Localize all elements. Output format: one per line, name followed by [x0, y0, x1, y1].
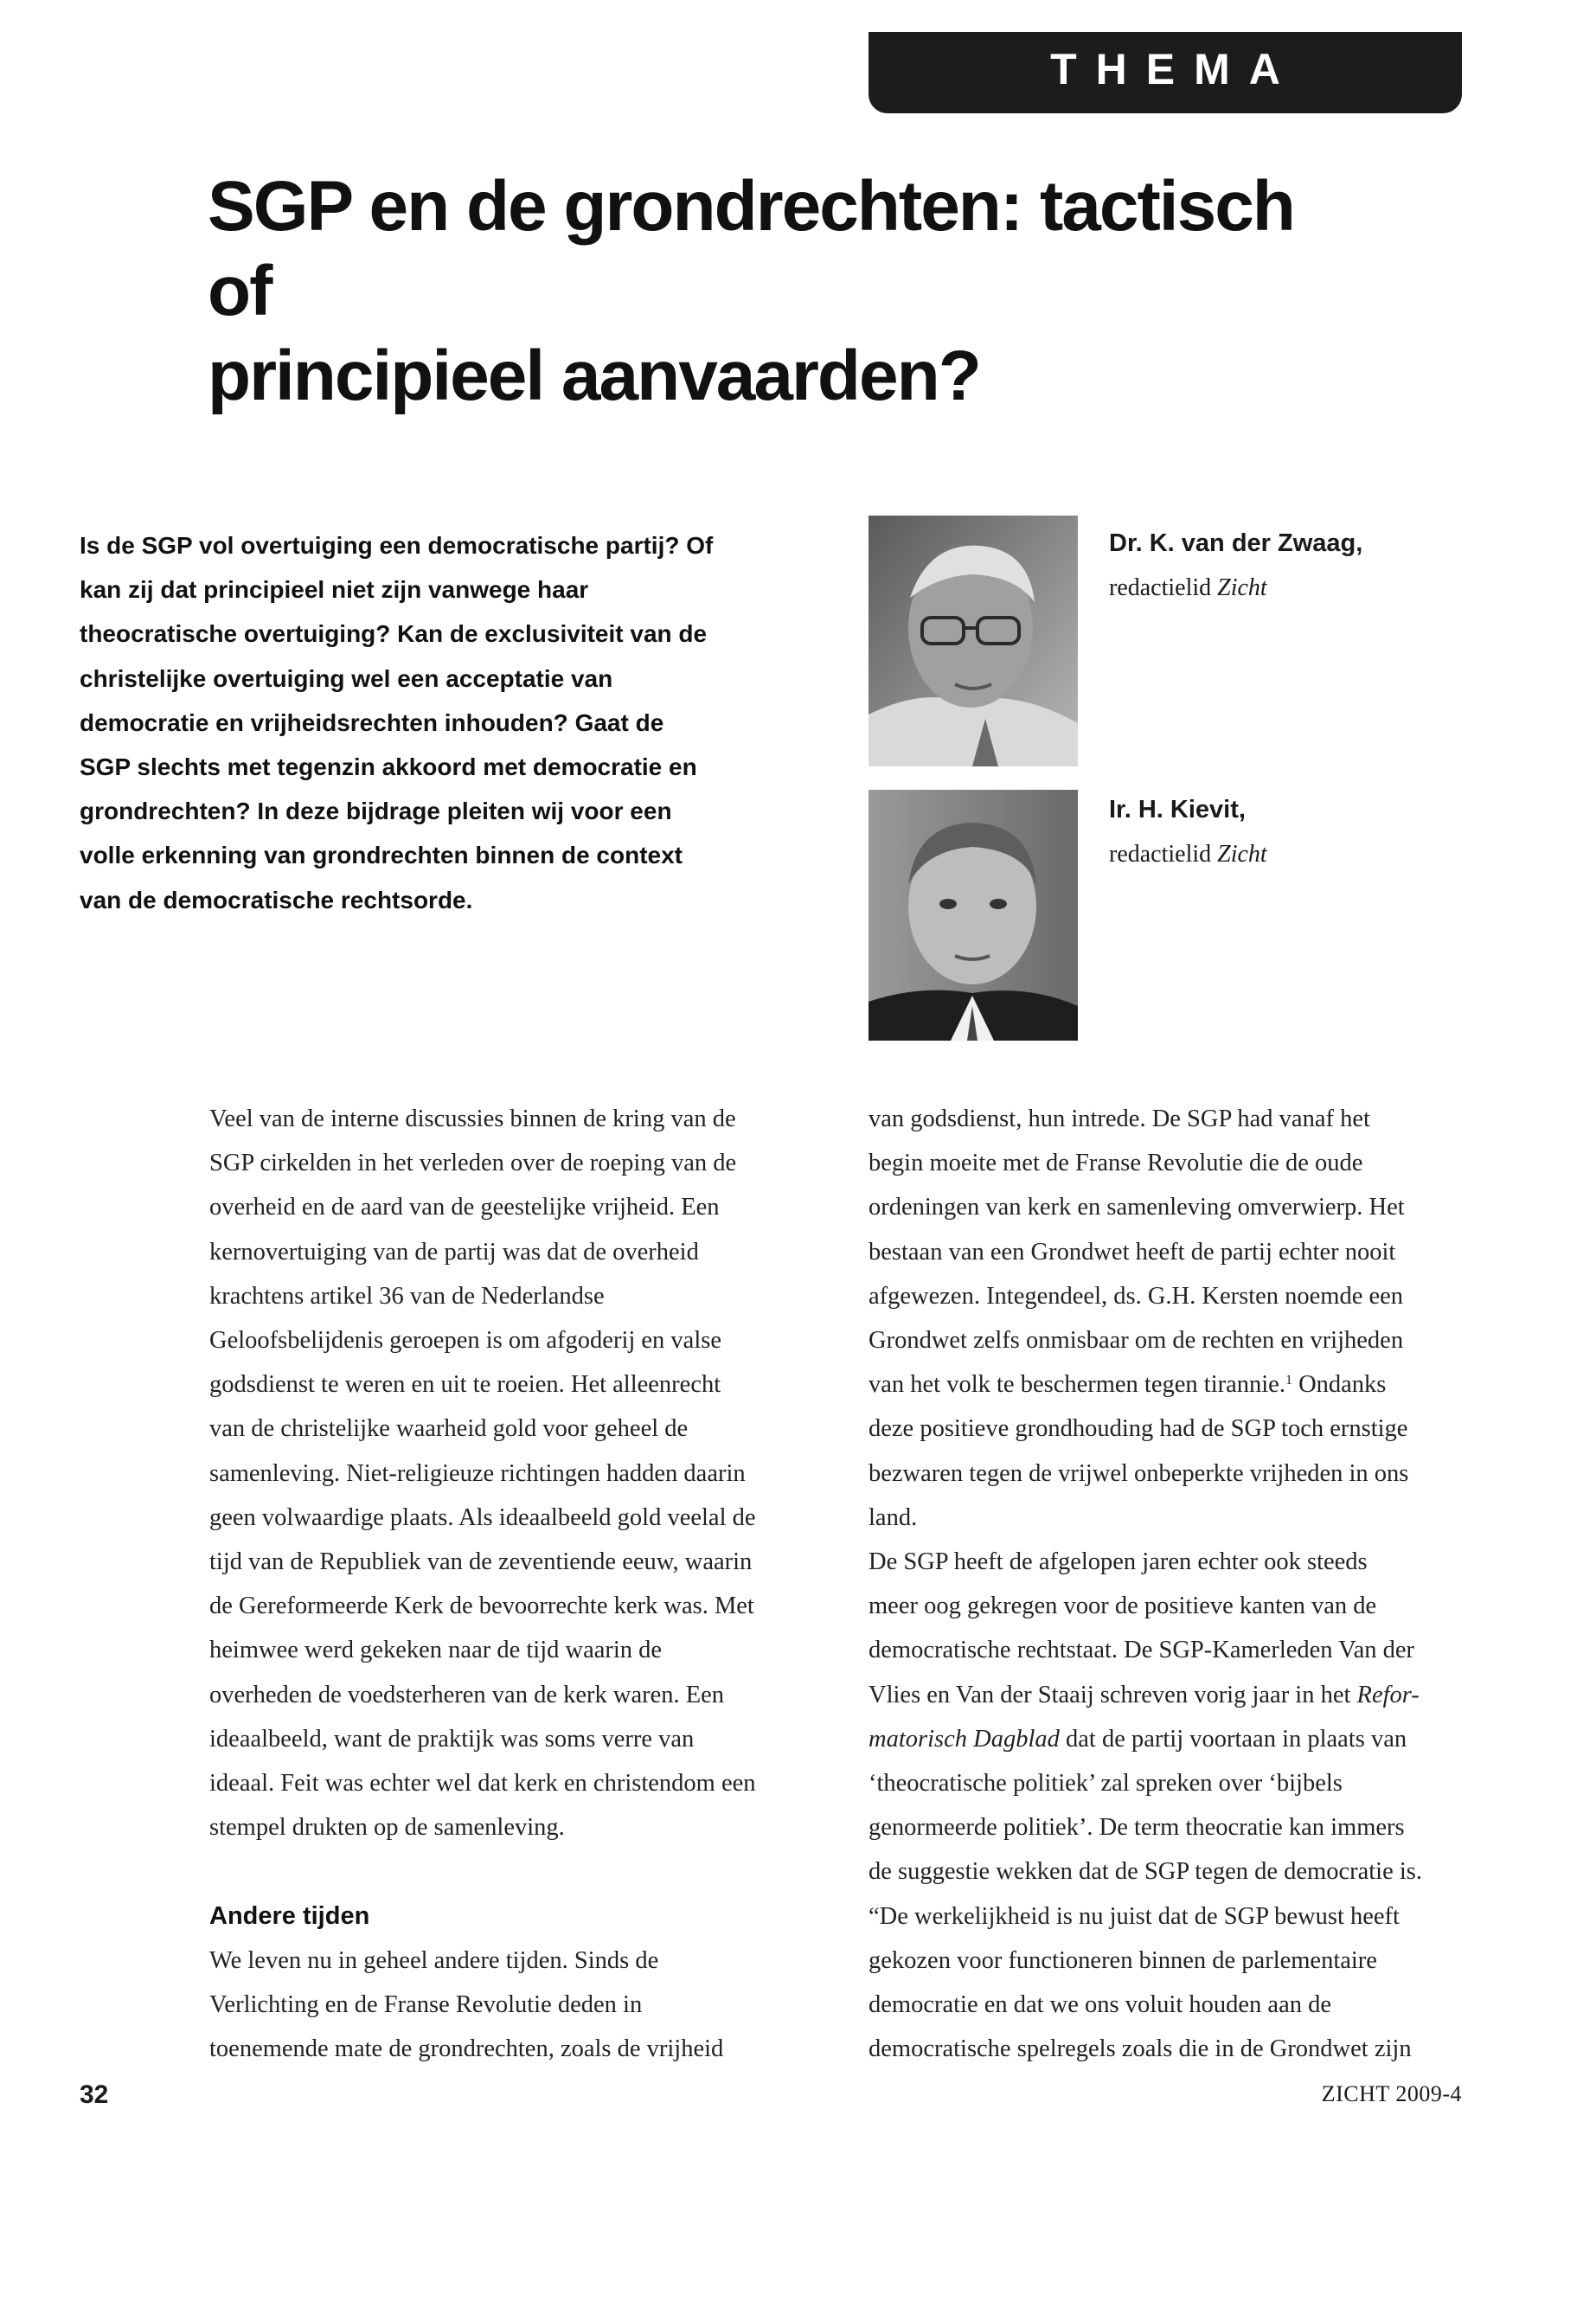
- author-name: Dr. K. van der Zwaag,: [1109, 529, 1363, 557]
- body-paragraph: Veel van de interne discussies binnen de kring van de SGP cirkelden in het verleden over de roeping van de overheid en de aard van de geestelijke vrijheid. Een kernovertuiging van de partij was dat de overheid krachtens artikel 36 van de Nederlandse Geloofsbelijdenis geroepen is om afgoderij en valse godsdienst te weren en uit te roeien. Het alleenrecht van de christelijke waarheid gold voor geheel de samenleving. Niet-religieuze richtingen hadden daarin geen volwaardige plaats. Als ideaalbeeld gold veelal de tijd van de Republiek van de zeventiende eeuw, waarin de Gereformeerde Kerk de bevoorrechte kerk was. Met heimwee werd gekeken naar de tijd waarin de overheden de voedsterheren van de kerk waren. Een ideaalbeeld, want de praktijk was soms verre van ideaal. Feit was echter wel dat kerk en christendom een stempel drukten op de samenleving.: [209, 1106, 756, 1842]
- article-title: [208, 164, 1332, 419]
- intro-line: democratie en vrijheidsrechten inhouden? Gaat de: [80, 708, 664, 736]
- author-photo-kievit: [869, 790, 1078, 1041]
- portrait-image: [869, 516, 1078, 766]
- portrait-image: [869, 790, 1078, 1041]
- newspaper-name: matorisch Dagblad: [869, 1725, 1060, 1753]
- footnote-marker: 1: [1285, 1373, 1292, 1388]
- intro-line: grondrechten? In deze bijdrage pleiten wij voor een: [80, 798, 672, 825]
- newspaper-name: Refor-: [1356, 1681, 1420, 1708]
- section-tab: THEMA: [869, 32, 1462, 113]
- page-number: 32: [80, 2080, 109, 2109]
- intro-line: SGP slechts met tegenzin akkoord met democratie en: [80, 753, 697, 781]
- intro-line: van de democratische rechtsorde.: [80, 886, 473, 913]
- magazine-name: Zicht: [1217, 841, 1267, 868]
- intro-line: theocratische overtuiging? Kan de exclusiviteit van de: [80, 620, 708, 648]
- body-paragraph: De SGP heeft de afgelopen jaren echter ook steeds meer oog gekregen voor de positieve kanten van de democratische rechtstaat. De SGP-Kamerleden Van der Vlies en Van der Staaij schreven vorig jaar in het Refor- matorisch Dagblad dat de partij voortaan in plaats van ‘theocratische politiek’ zal spreken over ‘bijbels genormeerde politiek’. De term theocratie kan immers de suggestie wekken dat de SGP tegen de democratie is. “De werkelijkheid is nu juist dat de SGP bewust heeft gekozen voor functioneren binnen de parlementaire democratie en dat we ons voluit houden aan de democratische spelregels zoals die in de Grondwet zijn: [869, 1548, 1423, 2063]
- body-column-left: [209, 1097, 806, 2071]
- author-name: Ir. H. Kievit,: [1109, 796, 1246, 824]
- body-paragraph: We leven nu in geheel andere tijden. Sinds de Verlichting en de Franse Revolutie deden in toenemende mate de grondrechten, zoals de vrijheid: [209, 1946, 724, 2063]
- author-photo-van-der-zwaag: [869, 516, 1078, 766]
- publication-issue: ZICHT 2009-4: [1321, 2081, 1462, 2106]
- body-column-right: [869, 1097, 1465, 2071]
- body-paragraph: van godsdienst, hun intrede. De SGP had vanaf het begin moeite met de Franse Revolutie die de oude ordeningen van kerk en samenleving omverwierp. Het bestaan van een Grondwet heeft de partij echter nooit afgewezen. Integendeel, ds. G.H. Kersten noemde een Grondwet zelfs onmisbaar om de rechten en vrijheden van het volk te beschermen tegen tirannie.$^1$ Ondanks deze positieve grondhouding had de SGP toch ernstige bezwaren tegen de vrijwel onbeperkte vrijheden in ons land.: [869, 1106, 1409, 1531]
- author-credit: [1109, 788, 1472, 876]
- author-credit: [1109, 522, 1472, 610]
- title-line: SGP en de grondrechten: tactisch of: [208, 167, 1294, 330]
- intro-line: kan zij dat principieel niet zijn vanwege haar: [80, 576, 589, 604]
- section-heading: Andere tijden: [209, 1901, 370, 1930]
- intro-line: Is de SGP vol overtuiging een democratische partij? Of: [80, 532, 714, 559]
- author-role: redactielid Zicht: [1109, 574, 1267, 601]
- intro-paragraph: [80, 523, 815, 922]
- intro-line: christelijke overtuiging wel een acceptatie van: [80, 664, 613, 692]
- magazine-name: Zicht: [1217, 574, 1267, 601]
- author-role: redactielid Zicht: [1109, 841, 1267, 868]
- intro-line: volle erkenning van grondrechten binnen de context: [80, 842, 683, 869]
- title-line: principieel aanvaarden?: [208, 336, 980, 415]
